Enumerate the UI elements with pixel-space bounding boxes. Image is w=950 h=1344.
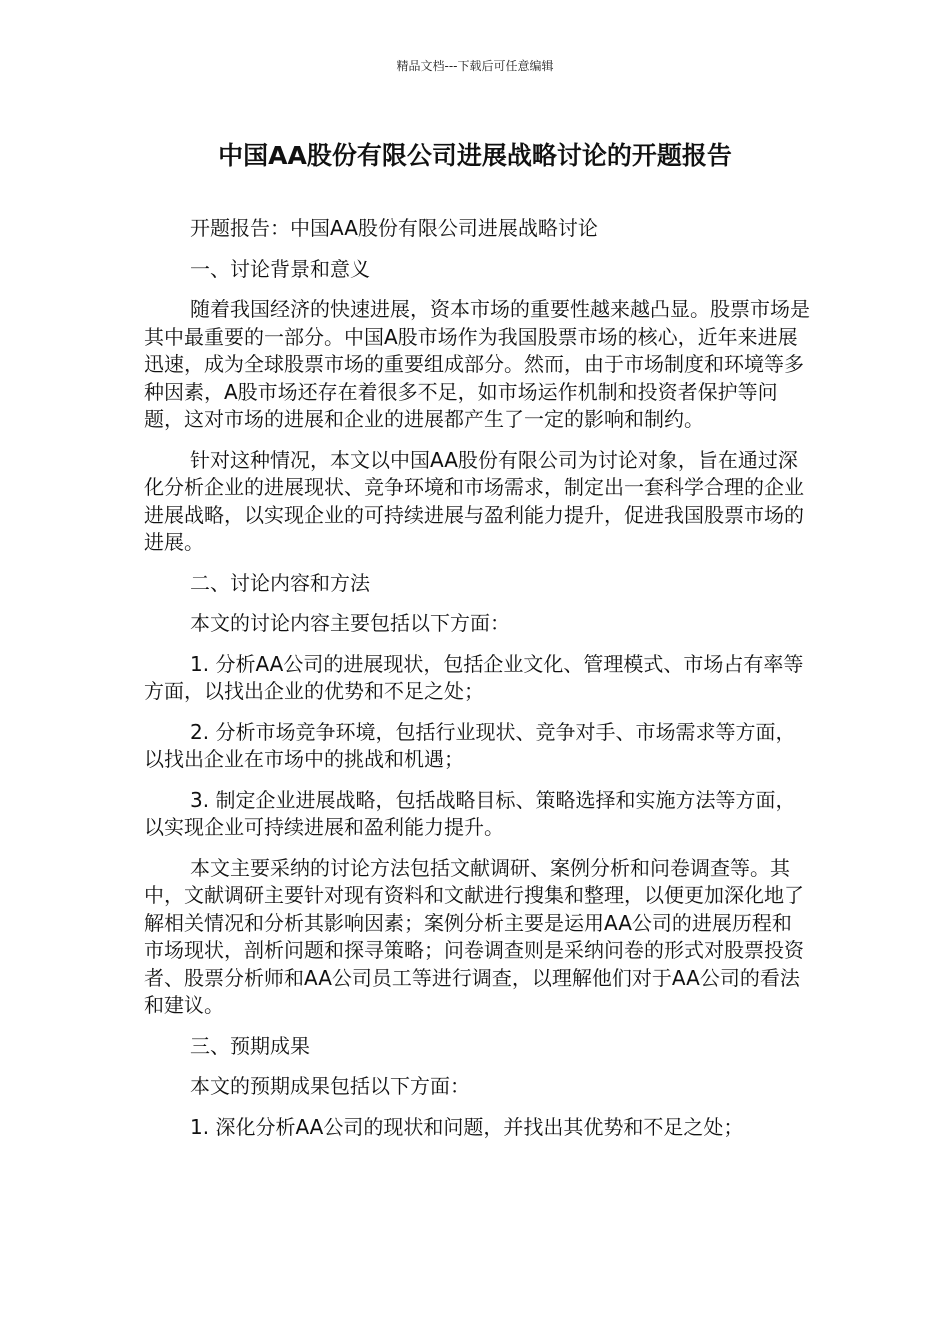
body-paragraph: 本文的预期成果包括以下方面：: [190, 1074, 470, 1098]
list-item: 1. 深化分析AA公司的现状和问题，并找出其优势和不足之处；: [190, 1114, 744, 1139]
list-item: 3. 制定企业进展战略，包括战略目标、策略选择和实施方法等方面，以实现企业可持续进展和盈利能力提升。: [144, 787, 796, 839]
body-paragraph: 随着我国经济的快速进展，资本市场的重要性越来越凸显。股票市场是其中最重要的一部分。中国A股市场作为我国股票市场的核心，近年来进展迅速，成为全球股票市场的重要组成部分。然而，由于市场制度和环境等多种因素，A股市场还存在着很多不足，如市场运作机制和投资者保护等问题，这对市场的进展和企业的进展都产生了一定的影响和制约。: [144, 297, 810, 431]
report-subtitle: 开题报告：中国AA股份有限公司进展战略讨论: [190, 216, 598, 240]
body-paragraph: 本文的讨论内容主要包括以下方面：: [190, 611, 510, 635]
section-heading-content-methods: 二、讨论内容和方法: [190, 570, 370, 595]
body-paragraph: 本文主要采纳的讨论方法包括文献调研、案例分析和问卷调查等。其中，文献调研主要针对现有资料和文献进行搜集和整理，以便更加深化地了解相关情况和分析其影响因素；案例分析主要是运用AA公司的进展历程和市场现状，剖析问题和探寻策略；问卷调查则是采纳问卷的形式对股票投资者、股票分析师和AA公司员工等进行调查，以理解他们对于AA公司的看法和建议。: [144, 855, 804, 1017]
document-body: [144, 215, 810, 1154]
list-item: 2. 分析市场竞争环境，包括行业现状、竞争对手、市场需求等方面，以找出企业在市场中的挑战和机遇；: [144, 719, 796, 771]
page-header: 精品文档---下载后可任意编辑: [396, 59, 554, 73]
list-item: 1. 分析AA公司的进展现状，包括企业文化、管理模式、市场占有率等方面，以找出企业的优势和不足之处；: [144, 651, 804, 703]
section-heading-expected-results: 三、预期成果: [190, 1033, 310, 1058]
section-heading-background: 一、讨论背景和意义: [190, 256, 370, 281]
body-paragraph: 针对这种情况，本文以中国AA股份有限公司为讨论对象，旨在通过深化分析企业的进展现状、竞争环境和市场需求，制定出一套科学合理的企业进展战略，以实现企业的可持续进展与盈利能力提升，促进我国股票市场的进展。: [144, 447, 804, 554]
document-title: 中国AA股份有限公司进展战略讨论的开题报告: [218, 141, 732, 170]
